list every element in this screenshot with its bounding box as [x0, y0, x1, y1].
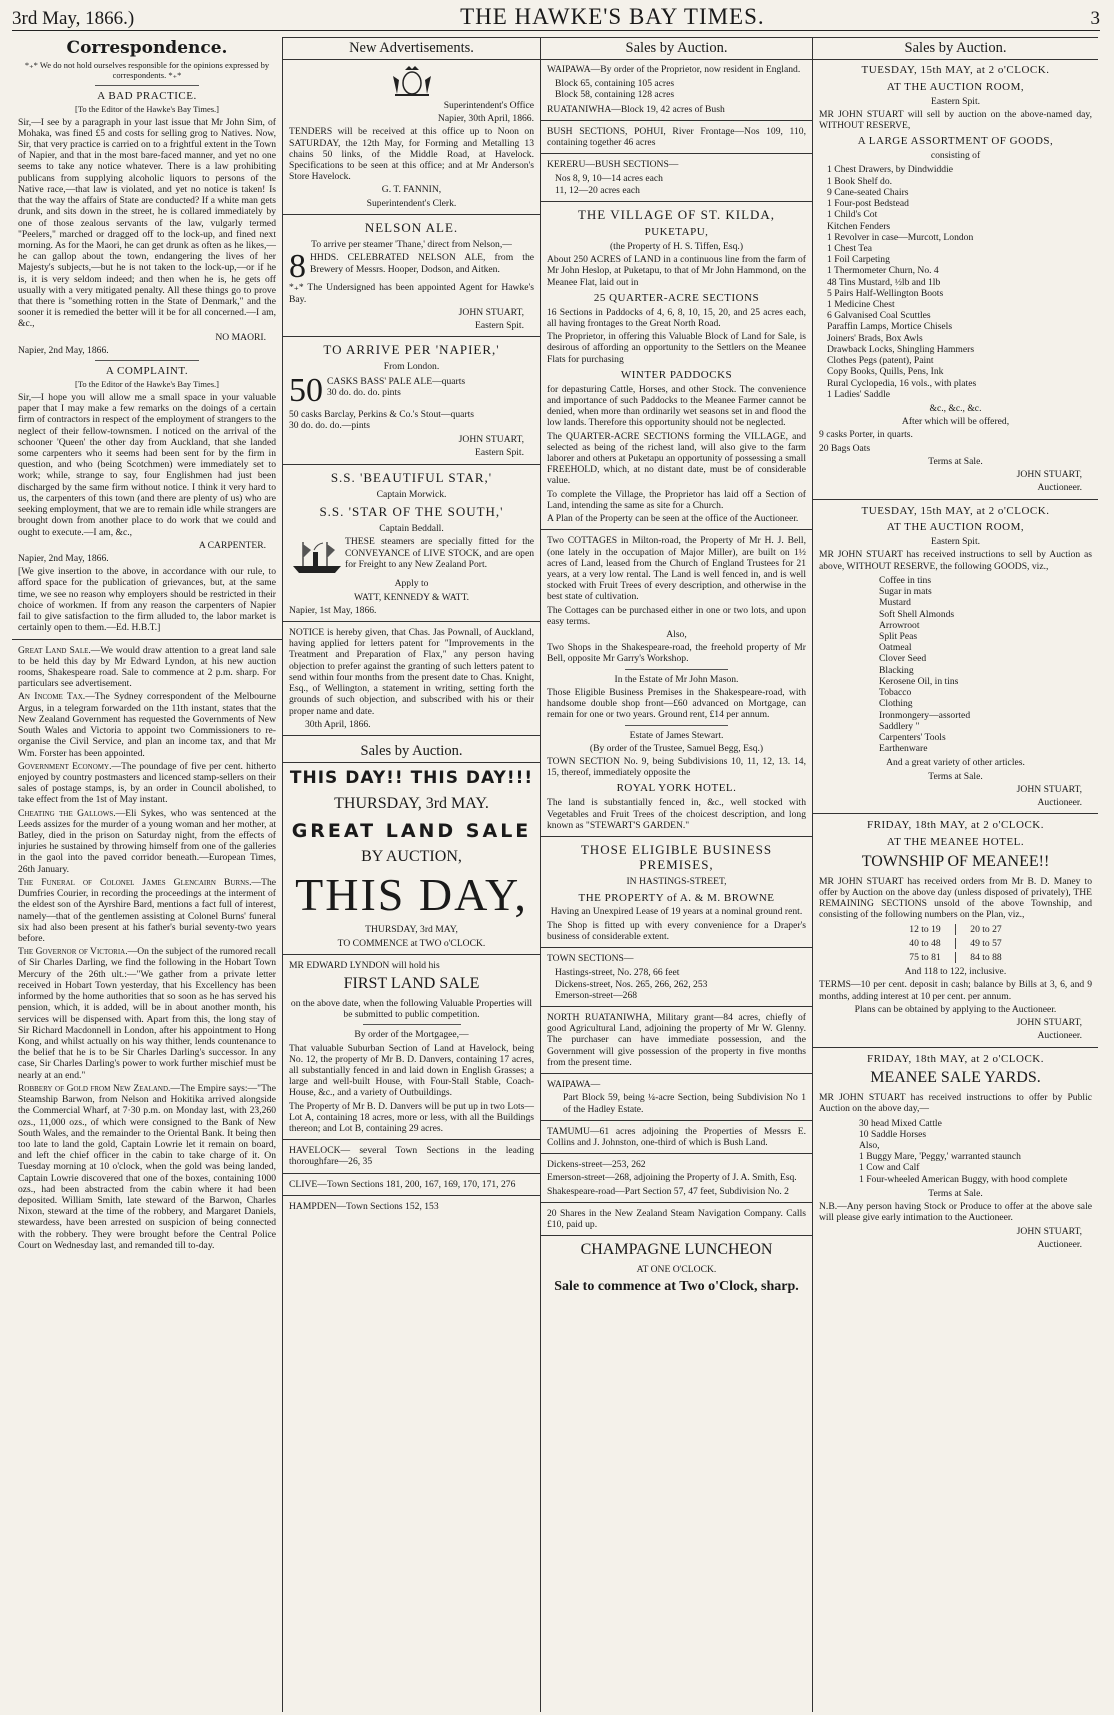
auction-body: MR JOHN STUART will sell by auction on the above-named day, WITHOUT RESERVE, [819, 108, 1092, 132]
plans-note: Plans can be obtained by applying to the Auctioneer. [854, 1003, 1057, 1015]
tender-body: TENDERS will be received at this office up to Noon on SATURDAY, the 12th May, for Forming and Metalling 13 chains 50 links, of the Middle Road, at Havelock. Specifications to be seen at this office; and at Mr Anderson's Store Havelock. [289, 126, 534, 183]
cottages-terms: The Cottages can be purchased either in one or two lots, and upon easy terms. [547, 604, 806, 627]
letter-body: Sir,—I see by a paragraph in your last issue that Mr John Sim, of Mohaka, was fined £5 and costs for selling grog to Natives. Now, Sir, that very practice is carried on to a frightful extent in the Town of Napier, and that in the most bare-faced manner, and yet no one seems to take any notice whatever. There is a law prohibiting publicans from supplying alcoholic liquors to persons of the Native race,—that law is violated, and yet no notice is taken! Is that the way the affairs of State are conducted? If a white man gets drunk, and sits down in the street, he is collared immediately by one of those zealous servants of the law, vulgarly termed "Peelers," marched or dragged off to the lock-up, and fined next morning. As for the Maori, he can get drunk as often as he likes,—he can gallop about the town, endangering the lives of her Majesty's subjects,—but he is not taken to the lock-up,—or if he is, it is very seldom indeed; and then when he is, he gets off usually with a very mitigated penalty. All these things go to prove that there is "something rotten in the State of Denmark," and the sooner it is remedied the better will it be for all concerned.—I am, &c., [18, 116, 276, 330]
sale-date: THURSDAY, 3rd MAY, [365, 924, 458, 936]
letter-place: Napier, 2nd May, 1866. [18, 553, 109, 564]
sale-yards-title: MEANEE SALE YARDS. [870, 1069, 1041, 1087]
list-item: 9 Cane-seated Chairs [827, 186, 909, 198]
lyndon-intro: MR EDWARD LYNDON will hold his [289, 959, 440, 971]
column-correspondence [12, 37, 282, 1712]
block-line: Block 65, containing 105 acres [555, 78, 675, 90]
mason-estate-body: Those Eligible Business Premises in the Shakespeare-road, with handsome double shop front—£60 advanced on Mortgage, can remain for one or two years. Ground rent, £14 per annum. [547, 686, 806, 721]
auction-body: MR JOHN STUART has received instructions to sell by Auction as above, WITHOUT RESERVE, the following GOODS, viz., [819, 549, 1092, 572]
stewart-order: (By order of the Trustee, Samuel Begg, Esq.) [589, 742, 764, 754]
auctioneer-name: JOHN STUART, [1016, 469, 1082, 481]
napier-cargo-title: TO ARRIVE PER 'NAPIER,' [323, 342, 500, 358]
auction-place: AT THE AUCTION ROOM, [886, 521, 1025, 534]
news-text: —On the subject of the rumored recall of Sir Charles Darling, we find the following in the Hobart Town Mercury of the 26th ult.:—"We gather from a private letter received in Hobart Town yesterday, that his Excellency has been informed by the home authorities that so soon as he has served his pension, which, it is added, will be in about another month, his services will be dispensed with. Apart from this, the long stay of Sir Richard Macdonnell in London, after his appointment to Hong Kong, and whilst actually on his way thither, lends countenance to the belief that he is to be Sir Charles Darling's successor. In any case, Sir Charles Darling's power to work further mischief must be nearly at an end." [18, 946, 276, 1081]
auction-date: TUESDAY, 15th MAY, at 2 o'CLOCK. [861, 63, 1050, 76]
sale-commence: Sale to commence at Two o'Clock, sharp. [554, 1279, 799, 1295]
ruataniwha-lot: RUATANIWHA—Block 19, 42 acres of Bush [547, 103, 725, 115]
steamship-icon [289, 538, 345, 576]
list-item: Oatmeal [879, 642, 912, 654]
page-number: 3 [1090, 8, 1100, 29]
terms: Terms at Sale. [928, 1187, 983, 1199]
cargo-line: 30 do. do. do. pints [327, 386, 401, 398]
list-item: Kerosene Oil, in tins [879, 675, 959, 687]
column-sales-by-auction [540, 37, 812, 1712]
news-lead: The Governor of Victoria. [18, 946, 128, 958]
list-item: 1 Four-wheeled American Buggy, with hood complete [859, 1173, 1068, 1185]
news-item [18, 1083, 276, 1251]
list-item: 1 Chest Tea [827, 242, 872, 254]
town-line: Emerson-street—268 [555, 989, 638, 1001]
section-numbers-row [819, 938, 1092, 949]
list-item: 1 Cow and Calf [859, 1162, 920, 1174]
ship-agent: WATT, KENNEDY & WATT. [353, 591, 469, 603]
waipawa-title: WAIPAWA— [547, 1079, 601, 1091]
auction-date: FRIDAY, 18th MAY, at 2 o'CLOCK. [866, 819, 1045, 832]
section-numbers-row [819, 924, 1092, 935]
napier-cargo-quantity: 50 [289, 371, 323, 409]
letter-place: Napier, 2nd May, 1866. [18, 344, 109, 356]
bush-sections: BUSH SECTIONS, POHUI, River Frontage—Nos 109, 110, containing together 46 acres [547, 125, 806, 149]
lease-terms: Having an Unexpired Lease of 19 years at a nominal ground rent. [550, 906, 803, 918]
list-item: 5 Pairs Half-Wellington Boots [827, 287, 944, 299]
napier-cargo-signature: JOHN STUART, [458, 434, 524, 446]
auction-place: AT THE MEANEE HOTEL. [886, 836, 1025, 849]
assortment-title: A LARGE ASSORTMENT OF GOODS, [857, 135, 1054, 148]
section-title-new-advertisements: New Advertisements. [283, 37, 540, 60]
winter-paddocks-body: for depasturing Cattle, Horses, and other Stock. The convenience and importance of such Paddocks to the Meanee Farmer cannot be denied, when more than ordinarily wet seasons set in and flood the low lands. Therefore this opportunity should not be neglected. [547, 383, 806, 429]
proprietor-body: The Proprietor, in offering this Valuable Block of Land for Sale, is desirous of affording an opportunity to the Settlers on the Meanee Flats for purchasing [547, 331, 806, 365]
disclaimer: *₊* We do not hold ourselves responsible for the opinions expressed by correspondents. *₊* [24, 59, 270, 80]
auction-body: MR JOHN STUART has received orders from Mr B. D. Maney to offer by Auction on the above day (unless disposed of privately), THE REMAINING SECTIONS unsold of the above Township, and consisting of the following numbers on the Plan, viz., [819, 875, 1092, 921]
list-item: 1 Child's Cot [827, 209, 878, 221]
list-item: 1 Buggy Mare, 'Peggy,' warranted staunch [859, 1151, 1021, 1163]
kereru-title: KERERU—BUSH SECTIONS— [547, 159, 679, 171]
cargo-line: CASKS BASS' PALE ALE—quarts [327, 375, 466, 387]
issue-date: 3rd May, 1866.) [12, 8, 135, 29]
ship-apply: Apply to [394, 578, 429, 590]
cargo-line: 50 casks Barclay, Perkins & Co.'s Stout—quarts [289, 408, 474, 420]
nelson-ale-note: *₊* The Undersigned has been appointed Agent for Hawke's Bay. [289, 282, 534, 305]
list-item: Coffee in tins [879, 574, 932, 586]
havelock-sections: HAVELOCK— several Town Sections in the leading thoroughfare—26, 35 [289, 1145, 534, 1168]
kereru-line: Nos 8, 9, 10—14 acres each [555, 173, 663, 185]
newspaper-title: THE HAWKE'S BAY TIMES. [460, 4, 765, 29]
column-sales-by-auction-2 [812, 37, 1098, 1712]
list-item: Clover Seed [879, 653, 927, 665]
quarter-acre-body-2: The QUARTER-ACRE SECTIONS forming the VILLAGE, and selected as being of the richest land, will also give to the farm laborer and others at Puketapu an opportunity of possessing a small FREEHOLD, which, at no distant date, must be of considerable value. [547, 430, 806, 487]
ship-captain: Captain Beddall. [379, 523, 444, 535]
section-title-sales: Sales by Auction. [813, 37, 1098, 60]
list-item: 1 Four-post Bedstead [827, 198, 909, 210]
news-item [18, 808, 276, 875]
terms: Terms at Sale. [928, 770, 983, 782]
news-lead: The Funeral of Colonel James Glencairn Burns. [18, 876, 252, 888]
great-land-sale-title: GREAT LAND SALE [291, 819, 532, 842]
nelson-ale-subtitle: To arrive per steamer 'Thane,' direct from Nelson,— [311, 239, 512, 251]
stock-list [859, 1118, 1092, 1185]
news-text: —The Dumfries Courier, in recording the proceedings at the interment of the eldest son of the Ayrshire Bard, mentions a fact full of interest, namely—that of the gentlemen assisting at Colonel Burns' funeral six had also been present at his father's burial seventy-two years before. [18, 876, 276, 944]
nb-note: N.B.—Any person having Stock or Produce to offer at the above sale will please give early intimation to the Auctioneer. [819, 1201, 1092, 1224]
quarter-acre-title: 25 QUARTER-ACRE SECTIONS [593, 291, 760, 304]
news-lead: Cheating the Gallows. [18, 807, 116, 819]
kereru-line: 11, 12—20 acres each [555, 184, 640, 196]
news-item [18, 877, 276, 944]
auction-location: Eastern Spit. [930, 536, 981, 548]
auction-location: Eastern Spit. [930, 95, 981, 107]
list-item: 1 Book Shelf do. [827, 175, 893, 187]
oats-lot: 20 Bags Oats [819, 442, 871, 454]
napier-cargo-subtitle: From London. [383, 361, 440, 373]
shops-body: Two Shops in the Shakespeare-road, the freehold property of Mr Bell, opposite Mr Garry's Workshop. [547, 642, 806, 665]
section-range: 49 to 57 [970, 937, 1002, 949]
section-title-sales: Sales by Auction. [541, 37, 812, 60]
church-site: To complete the Village, the Proprietor has laid off a Section of Land, intending the same as site for a Church. [547, 488, 806, 511]
list-item: 1 Foil Carpeting [827, 254, 890, 266]
nelson-ale-quantity: 8 [289, 248, 306, 286]
this-day-title: THIS DAY, [295, 869, 528, 921]
auctioneer-title: Auctioneer. [1037, 1030, 1082, 1042]
list-item: Mustard [879, 597, 911, 609]
town-line: Dickens-street, Nos. 265, 266, 262, 253 [555, 978, 708, 990]
auctioneer-title: Auctioneer. [1037, 797, 1082, 809]
tender-signature: G. T. FANNIN, [381, 184, 442, 196]
champagne-luncheon: CHAMPAGNE LUNCHEON [580, 1241, 773, 1259]
ship-body: THESE steamers are specially fitted for the CONVEYANCE of LIVE STOCK, and are open for Freight to any New Zealand Port. [345, 536, 534, 570]
ship-name: S.S. 'BEAUTIFUL STAR,' [330, 469, 493, 485]
goods-list [827, 164, 1092, 400]
shop-fittings: The Shop is fitted up with every convenience for a Draper's business of considerable extent. [547, 919, 806, 942]
luncheon-time: AT ONE O'CLOCK. [636, 1263, 717, 1275]
by-auction: BY AUCTION, [361, 847, 462, 865]
danvers-property: The Property of Mr B. D. Danvers will be put up in two Lots—Lot A, containing 18 acres, more or less, with all the Buildings thereon; and Lot B, containing 29 acres. [289, 1100, 534, 1135]
nelson-ale-title: NELSON ALE. [364, 219, 459, 235]
section-numbers-row [819, 952, 1092, 963]
nelson-ale-body: HHDS. CELEBRATED NELSON ALE, from the Brewery of Messrs. Hooper, Dodson, and Aitken. [310, 252, 534, 275]
letter-signature: NO MAORI. [215, 331, 266, 343]
news-lead: Robbery of Gold from New Zealand. [18, 1082, 171, 1094]
north-ruataniwha: NORTH RUATANIWHA, Military grant—84 acres, chiefly of good Agricultural Land, adjoining the property of Mr W. Glenny. The purchaser can have immediate possession, and the Government will give possession of the property in five months from the present time. [547, 1011, 806, 1068]
town-line: Hastings-street, No. 278, 66 feet [555, 967, 680, 979]
auction-date: FRIDAY, 18th MAY, at 2 o'CLOCK. [866, 1052, 1045, 1065]
napier-cargo-location: Eastern Spit. [474, 447, 524, 459]
list-item: 10 Saddle Horses [859, 1128, 927, 1140]
terms: Terms at Sale. [928, 455, 983, 467]
list-item: Blacking [879, 664, 914, 676]
shares-lot: 20 Shares in the New Zealand Steam Navigation Company. Calls £10, paid up. [547, 1207, 806, 1231]
this-day-banner: THIS DAY!! THIS DAY!!! [289, 767, 534, 788]
mason-estate-title: In the Estate of Mr John Mason. [614, 673, 739, 685]
list-item: 1 Medicine Chest [827, 299, 895, 311]
list-item: Joiners' Brads, Box Awls [827, 332, 923, 344]
patent-notice-date: 30th April, 1866. [305, 718, 371, 730]
list-item: Copy Books, Quills, Pens, Ink [827, 366, 944, 378]
list-item: Sugar in mats [879, 586, 932, 598]
auctioneer-title: Auctioneer. [1037, 1238, 1082, 1250]
news-item [18, 645, 276, 690]
st-kilda-body: About 250 ACRES of LAND in a continuous line from the farm of Mr John Heslop, at Puketapu, to that of Mr John Hammond, on the Meanee Flat, laid out in [547, 254, 806, 288]
winter-paddocks-title: WINTER PADDOCKS [620, 368, 733, 381]
letter-signature: A CARPENTER. [198, 539, 266, 551]
section-title-correspondence: Correspondence. [66, 38, 228, 58]
mortgagee-body: That valuable Suburban Section of Land at Havelock, being No. 12, the property of Mr B. D. Danvers, containing 17 acres, all substantially fenced in and laid down in English Grasses; a large and well-built House, with Four-Stall Stable, Coach-House, &c., and a variety of Outbuildings. [289, 1042, 534, 1099]
news-lead: Great Land Sale. [18, 644, 91, 656]
news-text: —We would draw attention to a great land sale to be held this day by Mr Edward Lyndon, at his new auction rooms, Shakespeare road. Sale to commence at 2 p.m. sharp. For particulars see advertisement. [18, 644, 276, 690]
puketapu-title: PUKETAPU, [644, 226, 709, 239]
nelson-ale-location: Eastern Spit. [474, 320, 524, 331]
list-item: Clothes Pegs (patent), Paint [827, 355, 934, 367]
list-item: Carpenters' Tools [879, 731, 946, 743]
tender-office: Superintendent's Office [443, 99, 534, 111]
list-item: 48 Tins Mustard, ½lb and 1lb [827, 276, 941, 288]
consisting-of: consisting of [930, 150, 981, 162]
waipawa-lot: WAIPAWA—By order of the Proprietor, now resident in England. [547, 63, 801, 75]
auction-place: AT THE AUCTION ROOM, [886, 80, 1025, 93]
business-premises-title: THOSE ELIGIBLE BUSINESS PREMISES, [580, 841, 773, 873]
royal-york-body: The land is substantially fenced in, &c., well stocked with Vegetables and Fruit Trees of the choicest description, and long known as "STEWART'S GARDEN." [547, 797, 806, 831]
patent-notice: NOTICE is hereby given, that Chas. Jas Pownall, of Auckland, having applied for letters patent for "Improvements in the Treatment and Preparation of Flax," any person having objection to prefer against the granting of such letters patent to send within four months from the present date to Chas. Knight, Esq., of Wellington, a statement in writing, setting forth the grounds of such objection, and subscribed with his or their proper name and date. [289, 627, 534, 717]
list-item: Paraffin Lamps, Mortice Chisels [827, 321, 953, 333]
list-item: Saddlery " [879, 720, 920, 732]
list-item: 1 Chest Drawers, by Dindwiddie [827, 164, 954, 176]
list-item: Ironmongery—assorted [879, 709, 971, 721]
letter-title: A BAD PRACTICE. [97, 89, 197, 102]
shakespeare-lot: Shakespeare-road—Part Section 57, 47 feet, Subdivision No. 2 [547, 1185, 789, 1197]
quarter-acre-body: 16 Sections in Paddocks of 4, 6, 8, 10, 15, 20, and 25 acres each, all having frontages to the Great North Road. [547, 306, 806, 329]
auctioneer-name: JOHN STUART, [1016, 783, 1082, 795]
section-range: 40 to 48 [895, 938, 956, 949]
news-item [18, 691, 276, 758]
news-text: —Eli Sykes, who was sentenced at the Leeds assizes for the murder of a young woman and her mother, at Batley, died in the prison on Saturday night, from the effects of injuries he sustained by throwing himself from one of the galleries in the gaol into the paved corridor beneath.—European Times, 26th January. [18, 807, 277, 875]
waipawa-body: Part Block 59, being ¼-acre Section, being Subdivision No 1 of the Hadley Estate. [563, 1092, 806, 1115]
royal-york-title: ROYAL YORK HOTEL. [616, 782, 737, 795]
porter-lot: 9 casks Porter, in quarts. [819, 429, 913, 441]
tender-signature-title: Superintendent's Clerk. [366, 197, 457, 209]
list-item: 1 Revolver in case—Murcott, London [827, 231, 974, 243]
clive-sections: CLIVE—Town Sections 181, 200, 167, 169, 170, 171, 276 [289, 1178, 516, 1190]
auctioneer-name: JOHN STUART, [1016, 1225, 1082, 1237]
town-sections-title: TOWN SECTIONS— [547, 953, 634, 965]
stewart-estate-title: Estate of James Stewart. [629, 729, 724, 741]
section-range: 12 to 19 [895, 924, 956, 935]
sale-day: THURSDAY, 3rd MAY. [334, 794, 489, 812]
list-item: Kitchen Fenders [827, 220, 891, 232]
news-text: —The Empire says:—"The Steamship Barwon, from Nelson and Hokitika arrived alongside the Commercial Wharf, at 7·30 p.m. on Monday last, with 23,260 ozs., 11,000 ozs., of which were consigned to the Bank of New South Wales, and the remainder to the Oriental Bank. It being then too late to land the gold, Captain Lowrie let it remain on board, and left the chief officer in the cabin to take charge of it. On Tuesday morning at 10 o'clock, when the gold was being landed, Captain Lowrie discovered that one of the boxes, containing 1000 ozs., had been abstracted from the cabin where it had been deposited. William Smith, late steward of the Barwon, Charles Nixon, steward at the time of the robbery, and Margaret Daniels, stewardess, have been arrested on suspicion of being connected with the robbery. They were brought before the Central Police Court on Wednesday last, and remanded till to-day. [18, 1082, 276, 1251]
cottages-body: Two COTTAGES in Milton-road, the Property of Mr H. J. Bell, (one lately in the occupation of Major Miller), are built on 1½ acres of Land, leased from the Church of England Trustees for 21 years, at a very low rental. The Land is well fenced in, and is well stocked with Fruit Trees of every description, and otherwise in the best state of cultivation. [547, 535, 806, 603]
list-item: Drawback Locks, Shingling Hammers [827, 343, 975, 355]
cargo-line: 30 do. do. do.—pints [289, 419, 371, 431]
letter-body: Sir,—I hope you will allow me a small space in your valuable paper that I may make a few remarks on the doings of a certain firm of contractors in respect of the employment of strangers to the neglect of their fellow-townsmen. I noticed on the arrival of the schooner 'Queen' the other day from Auckland, that she landed some carpenters who it seems had been sent for by the firm in question, and who (being Scotchmen) were immediately set to work; while, strange to say, four Englishmen had just been discharged by the same firm without notice. I think it very hard to us, the carpenters of this town (and there are plenty of us) who are seeking employment, that we are to remain idle while strangers are brought down from another place to do work that we could and ought to execute.—I am, &c., [18, 391, 276, 538]
list-item: Also, [859, 1140, 880, 1152]
nelson-ale-signature: JOHN STUART, [458, 306, 524, 318]
section-range: 20 to 27 [970, 923, 1002, 935]
auctioneer-title: Auctioneer. [1037, 482, 1082, 494]
list-item: Earthenware [879, 743, 928, 755]
list-item: 6 Galvanised Coal Scuttles [827, 310, 931, 322]
list-item: Rural Cyclopedia, 16 vols., with plates [827, 377, 977, 389]
stewart-body: TOWN SECTION No. 9, being Subdivisions 10, 11, 12, 13. 14, 15, thereof, immediately opposite the [547, 756, 806, 779]
plan-notice: A Plan of the Property can be seen at the office of the Auctioneer. [547, 513, 799, 525]
st-kilda-title: THE VILLAGE OF ST. KILDA, [577, 206, 776, 222]
list-item: Tobacco [879, 687, 912, 699]
section-inclusive: And 118 to 122, inclusive. [904, 966, 1007, 978]
first-land-sale-title: FIRST LAND SALE [343, 975, 480, 993]
tamumu-lot: TAMUMU—61 acres adjoining the Properties of Messrs E. Collins and J. Johnston, one-third of which is Bush Land. [547, 1125, 806, 1148]
also-label: Also, [666, 629, 687, 641]
list-item: 1 Ladies' Saddle [827, 388, 891, 400]
list-item: Split Peas [879, 631, 918, 642]
list-item: Arrowroot [879, 619, 920, 631]
list-item: 30 head Mixed Cattle [859, 1117, 942, 1129]
section-range: 84 to 88 [970, 952, 1002, 964]
tiffen-property: (the Property of H. S. Tiffen, Esq.) [609, 240, 744, 252]
letter-title: A COMPLAINT. [105, 365, 189, 378]
letter-address: [To the Editor of the Hawke's Bay Times.] [74, 379, 219, 389]
after-which: After which will be offered, [901, 416, 1010, 428]
news-text: —The poundage of five per cent. hitherto enjoyed by country postmasters and licenced stamp-sellers on their sales of postage stamps, is, by an order in Council abolished, to take effect from the 1st of May instant. [18, 760, 276, 806]
list-item: Clothing [879, 698, 913, 710]
variety: And a great variety of other articles. [886, 757, 1025, 769]
news-lead: An Income Tax. [18, 691, 86, 703]
royal-crest-icon [385, 64, 439, 98]
sale-commence: TO COMMENCE at TWO o'CLOCK. [337, 937, 486, 949]
auctioneer-name: JOHN STUART, [1016, 1017, 1082, 1029]
editor-note: [We give insertion to the above, in accordance with our rule, to afford space for the publication of grievances, but, at the same time, we see no reason why employers should be restricted in their choice of workmen. If from any reason the carpenters of Napier fail to give satisfaction to the firm alluded to, the labor market is certainly open to them.—Ed. H.B.T.] [18, 566, 276, 634]
list-item: Soft Shell Almonds [879, 608, 955, 620]
auction-body: MR JOHN STUART has received instructions to offer by Public Auction on the above day,— [819, 1092, 1092, 1115]
township-title: TOWNSHIP OF MEANEE!! [861, 853, 1050, 870]
hastings-street: IN HASTINGS-STREET, [626, 876, 727, 888]
browne-property: THE PROPERTY of A. & M. BROWNE [578, 891, 775, 904]
sale-terms: TERMS—10 per cent. deposit in cash; balance by Bills at 3, 6, and 9 months, adding interest at 10 per cent. per annum. [819, 979, 1092, 1002]
hampden-sections: HAMPDEN—Town Sections 152, 153 [289, 1200, 439, 1212]
mortgagee-order: By order of the Mortgagee,— [354, 1029, 469, 1041]
section-range: 75 to 81 [895, 952, 956, 963]
dickens-lot: Dickens-street—253, 262 [547, 1159, 646, 1171]
ship-date: Napier, 1st May, 1866. [289, 604, 377, 616]
list-item: 1 Thermometer Churn, No. 4 [827, 265, 939, 277]
news-item [18, 946, 276, 1081]
tender-date: Napier, 30th April, 1866. [437, 113, 534, 125]
etc: &c., &c., &c. [929, 403, 982, 414]
letter-address: [To the Editor of the Hawke's Bay Times.] [74, 103, 219, 114]
emerson-lot: Emerson-street—268, adjoining the Property of J. A. Smith, Esq. [547, 1172, 797, 1184]
ship-name: S.S. 'STAR OF THE SOUTH,' [319, 503, 504, 519]
block-line: Block 58, containing 128 acres [555, 89, 675, 101]
column-new-advertisements [282, 37, 540, 1712]
masthead [12, 0, 1100, 31]
section-title-sales: Sales by Auction. [283, 741, 540, 763]
ship-captain: Captain Morwick. [376, 488, 447, 500]
goods-list [879, 575, 1092, 755]
first-land-sale-body: on the above date, when the following Valuable Properties will be submitted to public competition. [290, 997, 533, 1021]
news-item [18, 761, 276, 806]
news-text: —The Sydney correspondent of the Melbourne Argus, in a telegram forwarded on the 11th instant, states that the New Zealand Government has requested the Governments of New South Wales and Victoria to appoint two Commissioners to re-organise the Civil Service, and plan an income tax, and that Mr Wm. Forster has been appointed. [18, 691, 277, 759]
auction-date: TUESDAY, 15th MAY, at 2 o'CLOCK. [861, 504, 1050, 517]
news-lead: Government Economy. [18, 760, 112, 772]
